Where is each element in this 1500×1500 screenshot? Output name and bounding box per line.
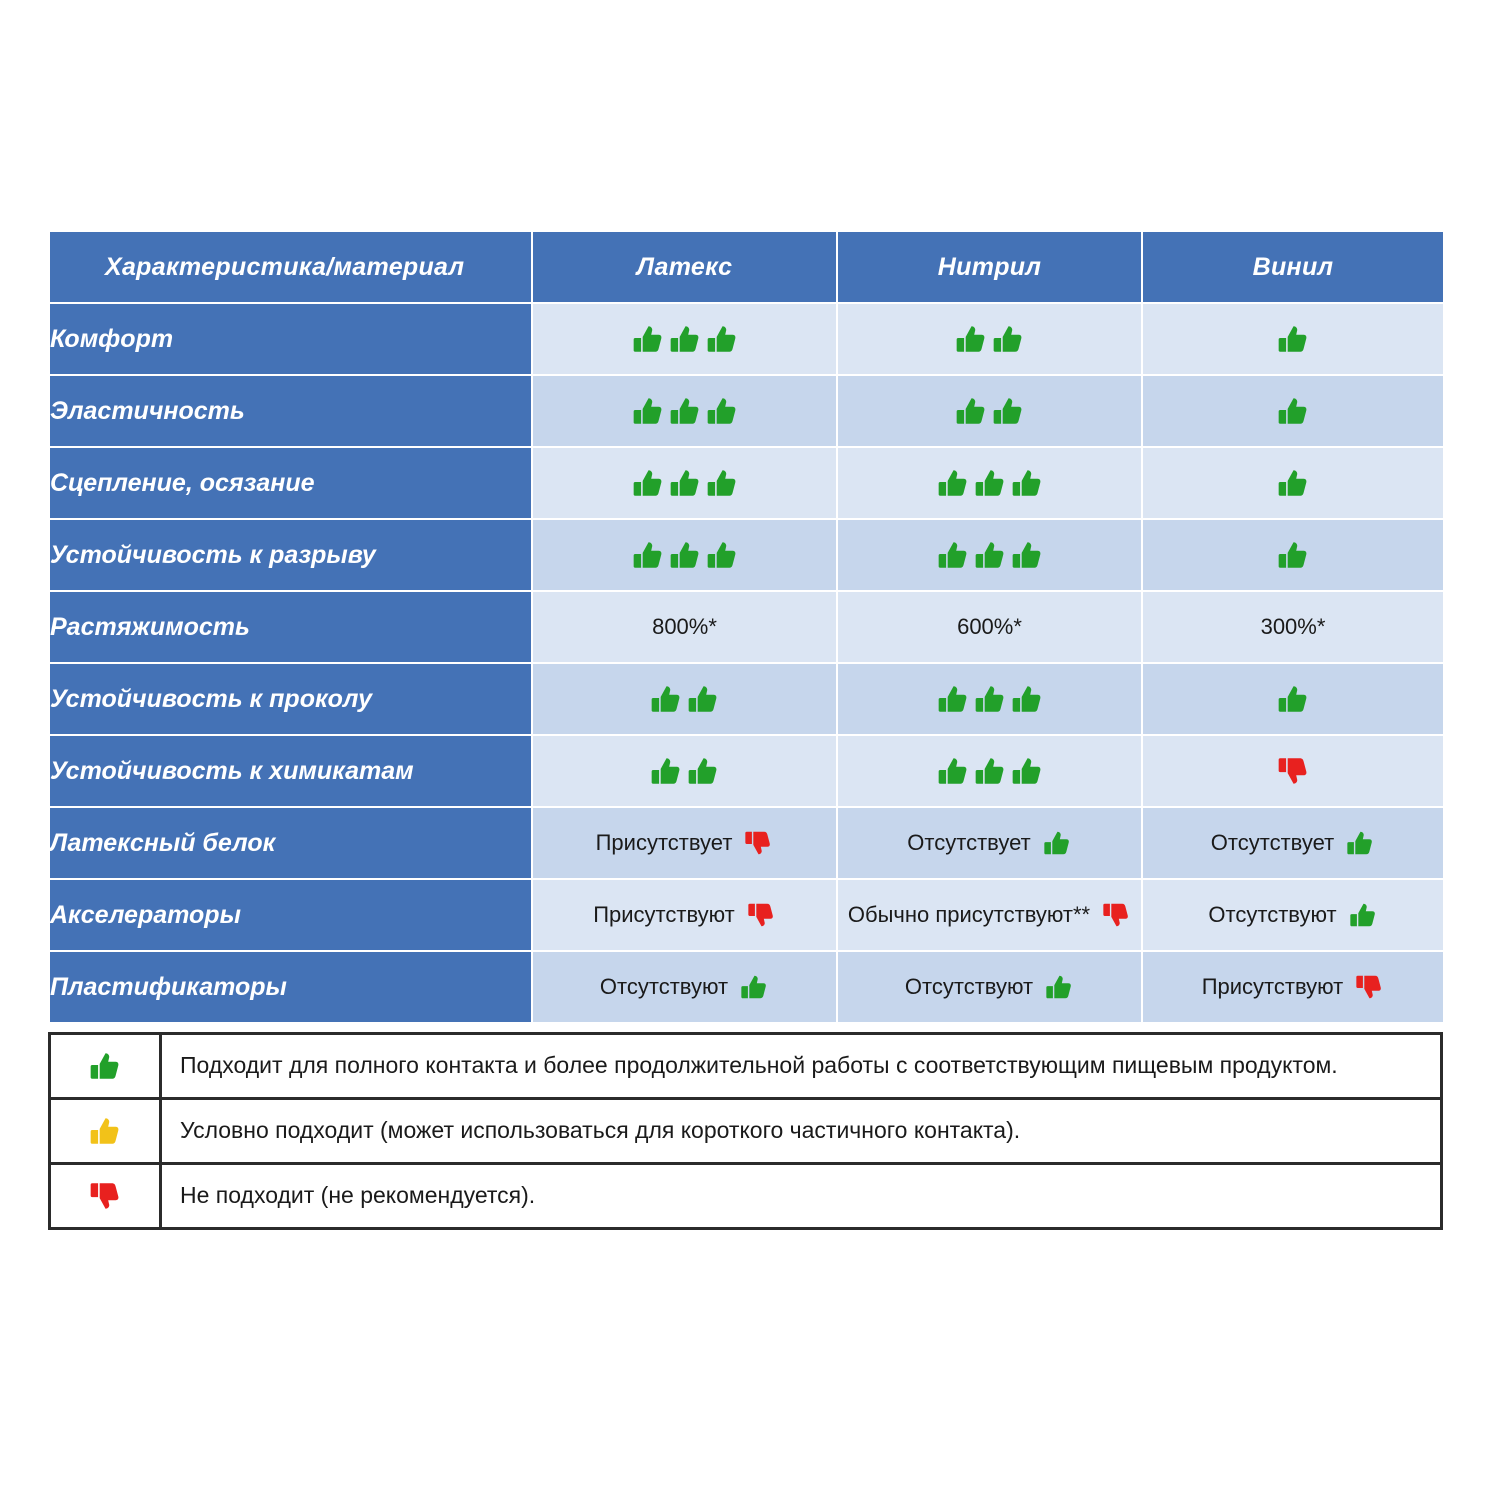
- value-with-icon: [533, 900, 836, 930]
- thumbs-up-icon: [739, 972, 769, 1002]
- thumbs-up-icon: [631, 394, 665, 428]
- rating-icons: [838, 538, 1141, 572]
- legend-text: Не подходит (не рекомендуется).: [180, 1182, 536, 1209]
- table-header-row: [49, 231, 1444, 303]
- thumbs-up-icon: [631, 466, 665, 500]
- thumbs-up-icon: [649, 754, 683, 788]
- table-cell: [1142, 375, 1444, 447]
- rating-icons: [838, 466, 1141, 500]
- rating-icons: [533, 682, 836, 716]
- table-row: [49, 879, 1444, 951]
- rating-icons: [1143, 466, 1443, 500]
- row-label: Растяжимость: [49, 591, 532, 663]
- table-cell: [532, 375, 837, 447]
- value-with-icon: [533, 828, 836, 858]
- thumbs-up-icon: [1276, 466, 1310, 500]
- rating-icons: [533, 466, 836, 500]
- column-header-latex: Латекс: [532, 231, 837, 303]
- thumbs-up-icon: [705, 322, 739, 356]
- table-cell: [1142, 519, 1444, 591]
- table-cell: [532, 879, 837, 951]
- thumbs-up-icon: [973, 538, 1007, 572]
- thumbs-down-icon: [746, 900, 776, 930]
- thumbs-up-icon: [936, 682, 970, 716]
- thumbs-up-icon: [1348, 900, 1378, 930]
- table-cell-value: Отсутствуют: [599, 974, 729, 999]
- row-label: Акселераторы: [49, 879, 532, 951]
- table-cell-value: 300%*: [1142, 591, 1444, 663]
- legend-text: Условно подходит (может использоваться для короткого частичного контакта).: [180, 1117, 1021, 1144]
- table-cell: [1142, 663, 1444, 735]
- table-cell: [837, 951, 1142, 1023]
- rating-icons: [838, 754, 1141, 788]
- value-with-icon: [533, 972, 836, 1002]
- table-cell: [1142, 951, 1444, 1023]
- row-label: Латексный белок: [49, 807, 532, 879]
- thumbs-up-icon: [668, 538, 702, 572]
- legend-row: [51, 1100, 1440, 1165]
- row-label: Пластификаторы: [49, 951, 532, 1023]
- thumbs-up-icon: [936, 538, 970, 572]
- table-cell-value: 600%*: [837, 591, 1142, 663]
- value-with-icon: [838, 828, 1141, 858]
- thumbs-up-icon: [705, 466, 739, 500]
- table-cell-value: Присутствуют: [593, 902, 735, 927]
- column-header-vinyl: Винил: [1142, 231, 1444, 303]
- table-row: [49, 591, 1444, 663]
- legend-row: [51, 1035, 1440, 1100]
- table-cell-value: Присутствует: [595, 830, 733, 855]
- thumbs-up-green-icon: [51, 1035, 162, 1097]
- thumbs-up-yellow-icon: [51, 1100, 162, 1162]
- materials-comparison-table: [48, 230, 1443, 1024]
- thumbs-down-icon: [1276, 754, 1310, 788]
- thumbs-up-icon: [1345, 828, 1375, 858]
- rating-icons: [1143, 682, 1443, 716]
- rating-icons: [533, 322, 836, 356]
- table-cell-value: Отсутствуют: [904, 974, 1034, 999]
- rating-icons: [1143, 754, 1443, 788]
- table-cell: [1142, 447, 1444, 519]
- table-cell: [532, 663, 837, 735]
- rating-icons: [533, 538, 836, 572]
- thumbs-up-icon: [1010, 682, 1044, 716]
- thumbs-up-icon: [705, 394, 739, 428]
- table-row: [49, 447, 1444, 519]
- table-cell: [532, 951, 837, 1023]
- thumbs-up-icon: [1010, 538, 1044, 572]
- table-cell: [837, 303, 1142, 375]
- thumbs-up-icon: [1010, 466, 1044, 500]
- table-row: [49, 807, 1444, 879]
- row-label: Устойчивость к проколу: [49, 663, 532, 735]
- thumbs-up-icon: [991, 322, 1025, 356]
- table-row: [49, 951, 1444, 1023]
- thumbs-up-icon: [631, 538, 665, 572]
- table-cell: [532, 303, 837, 375]
- thumbs-up-icon: [668, 466, 702, 500]
- thumbs-up-icon: [686, 682, 720, 716]
- row-label: Сцепление, осязание: [49, 447, 532, 519]
- table-cell: [1142, 879, 1444, 951]
- thumbs-down-icon: [1101, 900, 1131, 930]
- value-with-icon: [838, 972, 1141, 1002]
- table-cell: [837, 663, 1142, 735]
- thumbs-up-icon: [1276, 538, 1310, 572]
- table-row: [49, 303, 1444, 375]
- thumbs-up-icon: [668, 394, 702, 428]
- rating-icons: [1143, 322, 1443, 356]
- thumbs-up-icon: [954, 394, 988, 428]
- table-cell-value: 800%*: [532, 591, 837, 663]
- table-cell: [1142, 735, 1444, 807]
- table-cell: [837, 807, 1142, 879]
- table-cell: [532, 519, 837, 591]
- table-cell: [1142, 807, 1444, 879]
- value-with-icon: [1143, 900, 1443, 930]
- table-cell-value: Отсутствуют: [1208, 902, 1337, 927]
- thumbs-up-icon: [1276, 682, 1310, 716]
- legend-text: Подходит для полного контакта и более продолжительной работы с соответствующим пищевым продуктом.: [180, 1052, 1338, 1079]
- table-cell-value: Присутствуют: [1201, 974, 1344, 999]
- row-label: Устойчивость к химикатам: [49, 735, 532, 807]
- legend-box: [48, 1032, 1443, 1230]
- table-cell: [837, 879, 1142, 951]
- column-header-characteristic: Характеристика/материал: [49, 231, 532, 303]
- rating-icons: [1143, 394, 1443, 428]
- row-label: Устойчивость к разрыву: [49, 519, 532, 591]
- row-label: Комфорт: [49, 303, 532, 375]
- value-with-icon: [838, 900, 1141, 930]
- table-cell: [532, 447, 837, 519]
- table-cell: [1142, 303, 1444, 375]
- table-cell-value: Отсутствует: [907, 830, 1031, 855]
- rating-icons: [533, 394, 836, 428]
- table-cell: [837, 375, 1142, 447]
- table-row: [49, 663, 1444, 735]
- table-cell: [837, 447, 1142, 519]
- thumbs-up-icon: [1276, 322, 1310, 356]
- table-cell: [532, 807, 837, 879]
- thumbs-up-icon: [668, 322, 702, 356]
- thumbs-up-icon: [936, 754, 970, 788]
- thumbs-up-icon: [991, 394, 1025, 428]
- value-with-icon: [1143, 972, 1443, 1002]
- rating-icons: [838, 322, 1141, 356]
- thumbs-up-icon: [973, 754, 1007, 788]
- column-header-nitrile: Нитрил: [837, 231, 1142, 303]
- thumbs-up-icon: [1044, 972, 1074, 1002]
- thumbs-up-icon: [973, 466, 1007, 500]
- rating-icons: [838, 682, 1141, 716]
- row-label: Эластичность: [49, 375, 532, 447]
- value-with-icon: [1143, 828, 1443, 858]
- thumbs-up-icon: [954, 322, 988, 356]
- thumbs-down-red-icon: [51, 1165, 162, 1227]
- thumbs-up-icon: [686, 754, 720, 788]
- thumbs-up-icon: [936, 466, 970, 500]
- thumbs-down-icon: [1354, 972, 1384, 1002]
- table-cell: [837, 519, 1142, 591]
- thumbs-up-icon: [649, 682, 683, 716]
- thumbs-up-icon: [1276, 394, 1310, 428]
- table-cell-value: Отсутствует: [1210, 830, 1335, 855]
- thumbs-up-icon: [1010, 754, 1044, 788]
- table-cell: [532, 735, 837, 807]
- table-row: [49, 375, 1444, 447]
- table-cell: [837, 735, 1142, 807]
- thumbs-down-icon: [743, 828, 773, 858]
- table-row: [49, 519, 1444, 591]
- thumbs-up-icon: [705, 538, 739, 572]
- table-cell-value: Обычно присутствуют**: [847, 902, 1091, 927]
- rating-icons: [838, 394, 1141, 428]
- thumbs-up-icon: [1042, 828, 1072, 858]
- rating-icons: [533, 754, 836, 788]
- thumbs-up-icon: [973, 682, 1007, 716]
- legend-row: [51, 1165, 1440, 1227]
- table-row: [49, 735, 1444, 807]
- rating-icons: [1143, 538, 1443, 572]
- thumbs-up-icon: [631, 322, 665, 356]
